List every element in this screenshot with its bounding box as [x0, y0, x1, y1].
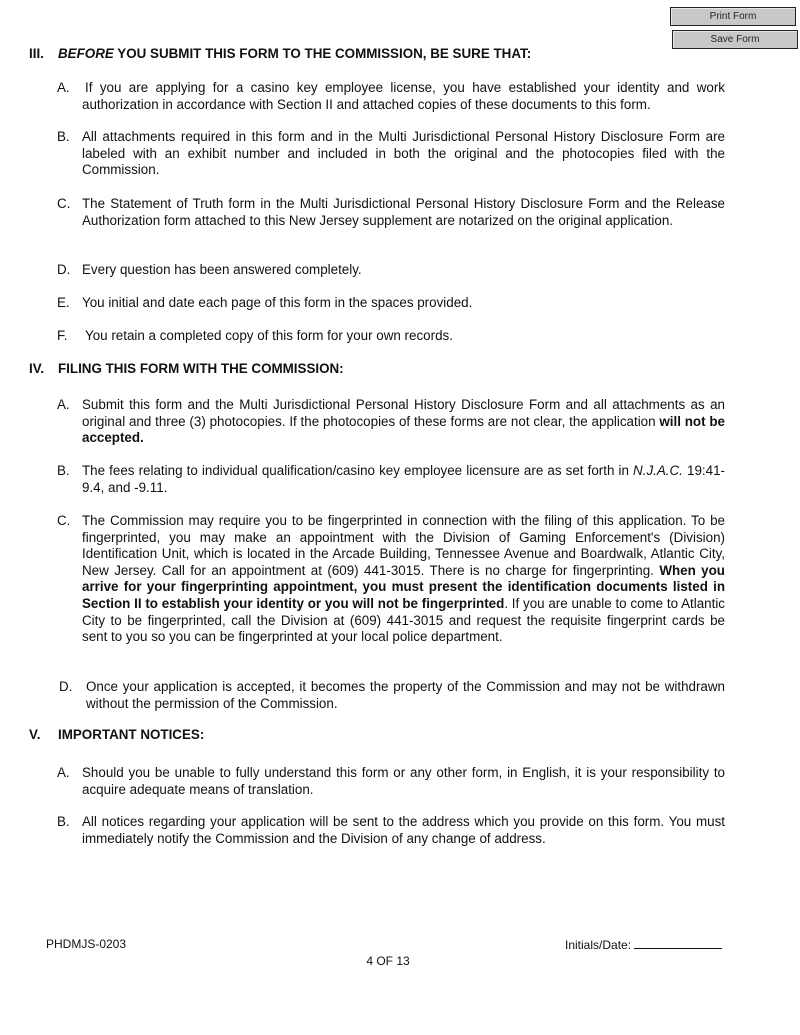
item-text: The Commission may require you to be fingerprinted in connection with the filing of this application. To be fingerprinted, you may make an appointment with the Division of Gaming Enforcement's (Division) Identification Unit, which is located in the Arcade Building, Tennessee Avenue and Boardwalk, Atlantic City, New Jersey. Call for an appointment at (609) 441-3015. There is no charge for fingerprinting. When you arrive for your fingerprinting appointment, you must present the identification documents listed in Section II to establish your identity or you will not be fingerprinted. If you are unable to come to Atlantic City to be fingerprinted, call the Division at (609) 441-3015 and request the requisite fingerprint cards be sent to you so you can be fingerprinted at your local police department.: [82, 513, 725, 645]
item-text: Every question has been answered completely.: [82, 262, 362, 277]
section-iv-heading: [29, 361, 344, 376]
item-text: Submit this form and the Multi Jurisdictional Personal History Disclosure Form and all attachments as an original and three (3) photocopies. If the photocopies of these forms are not clear, the application will not be accepted.: [82, 397, 725, 446]
item-letter: B.: [57, 463, 70, 478]
item-letter: C.: [57, 196, 71, 211]
item-letter: D.: [59, 679, 73, 694]
item-text: The fees relating to individual qualification/casino key employee licensure are as set forth in N.J.A.C. 19:41-9.4, and -9.11.: [82, 463, 725, 495]
page-number: 4 OF 13: [366, 954, 410, 968]
item-text: You retain a completed copy of this form for your own records.: [85, 328, 453, 343]
item-letter: E.: [57, 295, 70, 310]
list-item: [57, 80, 725, 113]
item-letter: B.: [57, 814, 70, 829]
item-text: The Statement of Truth form in the Multi Jurisdictional Personal History Disclosure Form and the Release Authorization form attached to this New Jersey supplement are notarized on the original application.: [82, 196, 725, 228]
list-item: [57, 463, 725, 496]
list-item: [57, 262, 725, 279]
item-letter: B.: [57, 129, 70, 144]
item-letter: D.: [57, 262, 71, 277]
item-letter: A.: [57, 765, 70, 780]
form-code: PHDMJS-0203: [46, 937, 127, 951]
item-letter: F.: [57, 328, 68, 343]
list-item: [57, 328, 725, 345]
item-letter: C.: [57, 513, 71, 528]
list-item: [57, 513, 725, 646]
item-text: All attachments required in this form and in the Multi Jurisdictional Personal History Disclosure Form are labeled with an exhibit number and included in both the original and the photocopies filed with the Commission.: [82, 129, 725, 178]
list-item: [57, 679, 725, 712]
item-text: All notices regarding your application will be sent to the address which you provide on this form. You must immediately notify the Commission and the Division of any change of address.: [82, 814, 725, 846]
heading-text: IMPORTANT NOTICES:: [58, 727, 205, 742]
list-item: [57, 814, 725, 847]
item-text: If you are applying for a casino key employee license, you have established your identity and work authorization in accordance with Section II and attached copies of these documents to this form.: [82, 80, 725, 112]
section-iii-heading: [29, 46, 531, 61]
section-number: V.: [29, 727, 41, 742]
section-v-heading: [29, 727, 204, 742]
list-item: [57, 129, 725, 179]
item-text: Should you be unable to fully understand this form or any other form, in English, it is your responsibility to acquire adequate means of translation.: [82, 765, 725, 797]
section-number: IV.: [29, 361, 45, 376]
list-item: [57, 295, 725, 312]
item-letter: A.: [57, 397, 70, 412]
heading-text: FILING THIS FORM WITH THE COMMISSION:: [58, 361, 344, 376]
heading-text: YOU SUBMIT THIS FORM TO THE COMMISSION, BE SURE THAT:: [113, 46, 532, 61]
initials-date-field: [565, 937, 722, 952]
item-letter: A.: [57, 80, 70, 95]
list-item: [57, 765, 725, 798]
list-item: [57, 397, 725, 447]
heading-emphasis: BEFORE: [58, 46, 114, 61]
print-form-button[interactable]: Print Form: [670, 7, 796, 26]
section-number: III.: [29, 46, 44, 61]
save-form-button[interactable]: Save Form: [672, 30, 798, 49]
list-item: [57, 196, 725, 229]
item-text: Once your application is accepted, it becomes the property of the Commission and may not be withdrawn without the permission of the Commission.: [86, 679, 725, 711]
initials-blank-line[interactable]: [634, 937, 722, 949]
item-text: You initial and date each page of this form in the spaces provided.: [82, 295, 473, 310]
initials-label: Initials/Date:: [565, 938, 635, 952]
